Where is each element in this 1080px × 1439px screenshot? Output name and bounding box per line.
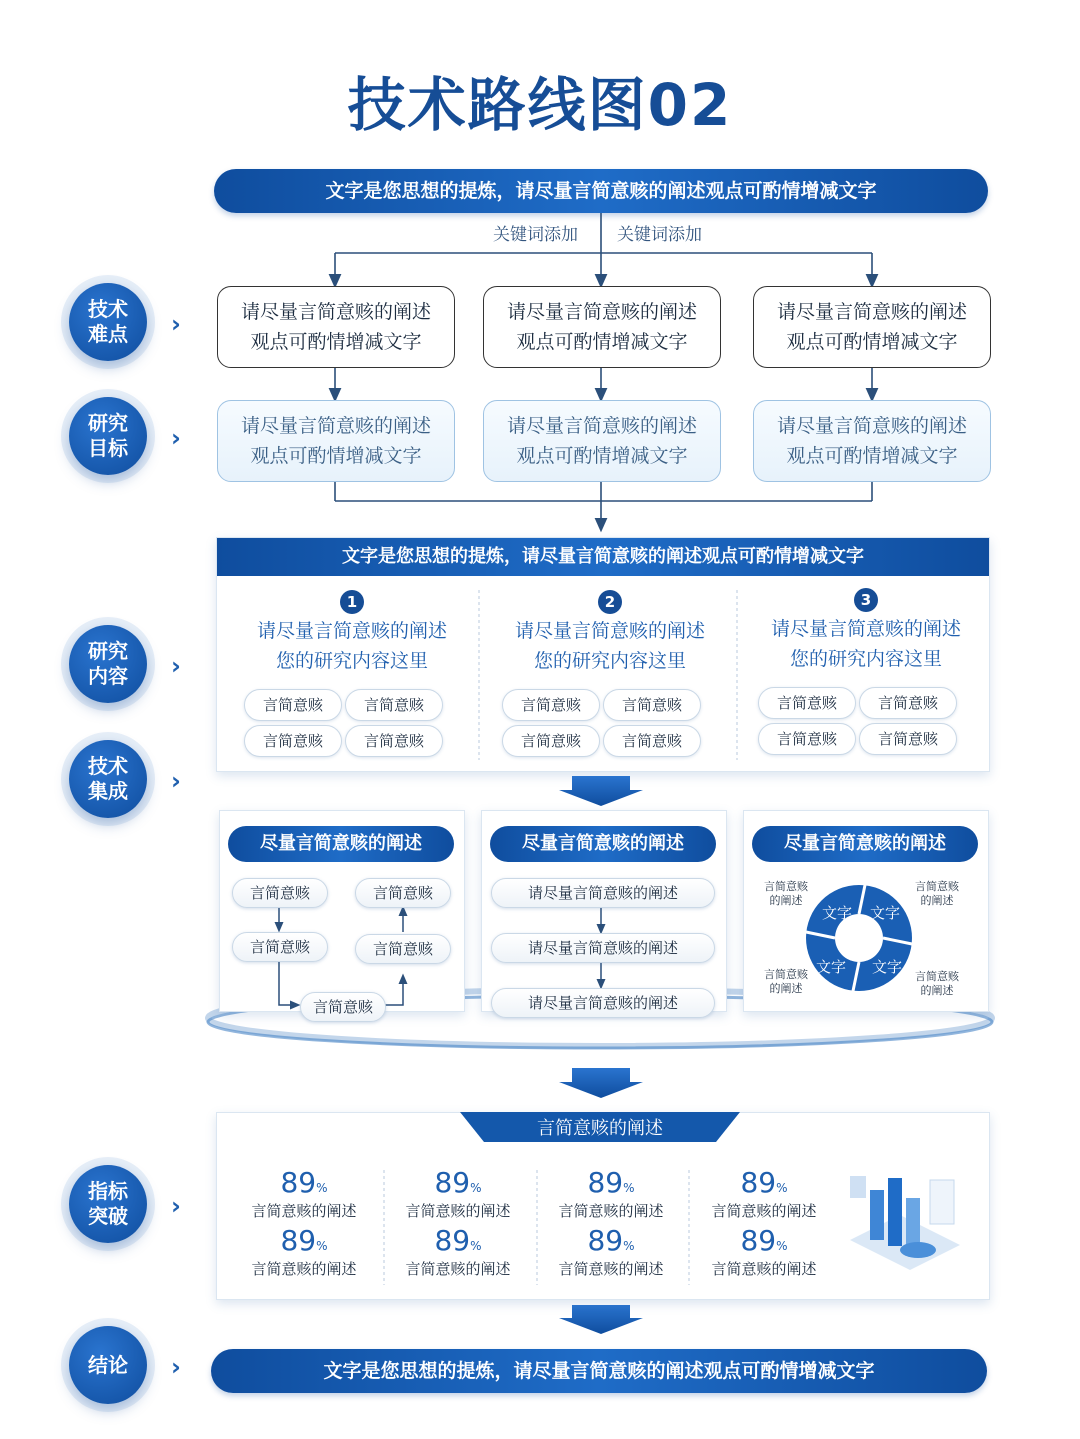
chart-illustration-icon xyxy=(850,1176,960,1270)
keyword-chip: 言简意赅 xyxy=(502,725,600,757)
keyword-label-right: 关键词添加 xyxy=(617,225,702,245)
col-line1: 请尽量言简意赅的阐述 xyxy=(770,618,961,640)
box-line2: 观点可酌情增减文字 xyxy=(250,331,422,353)
metric-value xyxy=(390,1168,526,1203)
chevron-right-icon: › xyxy=(171,767,181,795)
cycle-note: 言简意赅 的阐述 xyxy=(915,880,959,907)
number-badge: 3 xyxy=(854,588,878,612)
chevron-right-icon: › xyxy=(171,1353,181,1381)
metric-unit: % xyxy=(316,1239,328,1253)
metric-label: 言简意赅的阐述 xyxy=(558,1202,664,1220)
metric-label: 言简意赅的阐述 xyxy=(251,1260,357,1278)
metric-value xyxy=(390,1226,526,1261)
cycle-note: 言简意赅 的阐述 xyxy=(915,970,959,997)
top-banner: 文字是您思想的提炼，请尽量言简意赅的阐述观点可酌情增减文字 xyxy=(214,169,988,213)
box-line1: 请尽量言简意赅的阐述 xyxy=(240,415,431,437)
metric-unit: % xyxy=(623,1181,635,1195)
metric-value xyxy=(696,1168,832,1203)
metric-unit: % xyxy=(776,1239,788,1253)
box-line1: 请尽量言简意赅的阐述 xyxy=(240,301,431,323)
metrics-header: 言简意赅的阐述 xyxy=(537,1118,663,1139)
metric-label: 言简意赅的阐述 xyxy=(711,1260,817,1278)
keyword-chip: 言简意赅 xyxy=(502,689,600,721)
col-line2: 您的研究内容这里 xyxy=(275,650,428,672)
metric-number: 89 xyxy=(280,1166,317,1199)
flow-node: 言简意赅 xyxy=(355,934,451,964)
col-line1: 请尽量言简意赅的阐述 xyxy=(256,620,447,642)
page-title: 技术路线图02 xyxy=(347,71,733,139)
integration-head: 尽量言简意赅的阐述 xyxy=(228,826,454,862)
keyword-chip: 言简意赅 xyxy=(603,689,701,721)
badge-line1: 研究 xyxy=(88,639,128,663)
flow-node: 言简意赅 xyxy=(355,878,451,908)
metric-label: 言简意赅的阐述 xyxy=(558,1260,664,1278)
flow-node: 言简意赅 xyxy=(300,992,386,1022)
keyword-chip: 言简意赅 xyxy=(345,725,443,757)
badge-line1: 技术 xyxy=(88,754,128,778)
box-line2: 观点可酌情增减文字 xyxy=(516,331,688,353)
badge-line1: 技术 xyxy=(88,297,128,321)
metric-number: 89 xyxy=(434,1224,471,1257)
cycle-segment-label: 文字 xyxy=(816,958,847,976)
metric-unit: % xyxy=(316,1181,328,1195)
metric-value xyxy=(236,1226,372,1261)
metric-value xyxy=(236,1168,372,1203)
metric-label: 言简意赅的阐述 xyxy=(405,1202,511,1220)
chevron-right-icon: › xyxy=(171,310,181,338)
keyword-chip: 言简意赅 xyxy=(244,689,342,721)
metric-value xyxy=(543,1226,679,1261)
badge-line2: 集成 xyxy=(88,779,128,803)
cycle-segment-label: 文字 xyxy=(870,904,901,922)
metric-number: 89 xyxy=(587,1166,624,1199)
conclusion-banner: 文字是您思想的提炼，请尽量言简意赅的阐述观点可酌情增减文字 xyxy=(211,1349,987,1393)
keyword-chip: 言简意赅 xyxy=(603,725,701,757)
flow-node: 言简意赅 xyxy=(232,932,328,962)
box-line2: 观点可酌情增减文字 xyxy=(250,445,422,467)
flow-node: 请尽量言简意赅的阐述 xyxy=(491,988,715,1018)
keyword-chip: 言简意赅 xyxy=(758,687,856,719)
research-content-header: 文字是您思想的提炼，请尽量言简意赅的阐述观点可酌情增减文字 xyxy=(217,538,989,576)
box-line2: 观点可酌情增减文字 xyxy=(786,331,958,353)
metric-unit: % xyxy=(470,1181,482,1195)
cycle-note: 言简意赅 的阐述 xyxy=(764,968,808,995)
badge-line2: 难点 xyxy=(88,322,128,346)
metric-number: 89 xyxy=(280,1224,317,1257)
keyword-chip: 言简意赅 xyxy=(859,687,957,719)
badge-line2: 突破 xyxy=(88,1204,128,1228)
box-line1: 请尽量言简意赅的阐述 xyxy=(506,301,697,323)
badge-line2: 内容 xyxy=(88,664,128,688)
chevron-right-icon: › xyxy=(171,1192,181,1220)
metric-label: 言简意赅的阐述 xyxy=(251,1202,357,1220)
chevron-right-icon: › xyxy=(171,424,181,452)
keyword-chip: 言简意赅 xyxy=(859,723,957,755)
box-line2: 观点可酌情增减文字 xyxy=(516,445,688,467)
keyword-label-left: 关键词添加 xyxy=(493,225,578,245)
metric-unit: % xyxy=(623,1239,635,1253)
badge-line1: 结论 xyxy=(88,1352,128,1377)
col-line1: 请尽量言简意赅的阐述 xyxy=(514,620,705,642)
badge-line1: 研究 xyxy=(88,411,128,435)
number-badge: 1 xyxy=(340,590,364,614)
box-line1: 请尽量言简意赅的阐述 xyxy=(506,415,697,437)
cycle-segment-label: 文字 xyxy=(872,958,903,976)
box-line1: 请尽量言简意赅的阐述 xyxy=(776,415,967,437)
metric-label: 言简意赅的阐述 xyxy=(711,1202,817,1220)
number-badge: 2 xyxy=(598,590,622,614)
integration-head: 尽量言简意赅的阐述 xyxy=(490,826,716,862)
flow-node: 言简意赅 xyxy=(232,878,328,908)
metric-number: 89 xyxy=(740,1224,777,1257)
integration-head: 尽量言简意赅的阐述 xyxy=(752,826,978,862)
metric-number: 89 xyxy=(434,1166,471,1199)
metric-unit: % xyxy=(776,1181,788,1195)
metric-number: 89 xyxy=(587,1224,624,1257)
metric-value xyxy=(543,1168,679,1203)
metric-unit: % xyxy=(470,1239,482,1253)
cycle-segment-label: 文字 xyxy=(822,904,853,922)
metric-value xyxy=(696,1226,832,1261)
chevron-right-icon: › xyxy=(171,652,181,680)
keyword-chip: 言简意赅 xyxy=(244,725,342,757)
metric-label: 言简意赅的阐述 xyxy=(405,1260,511,1278)
box-line1: 请尽量言简意赅的阐述 xyxy=(776,301,967,323)
keyword-chip: 言简意赅 xyxy=(345,689,443,721)
badge-line2: 目标 xyxy=(88,436,128,460)
col-line2: 您的研究内容这里 xyxy=(789,648,942,670)
flow-node: 请尽量言简意赅的阐述 xyxy=(491,878,715,908)
box-line2: 观点可酌情增减文字 xyxy=(786,445,958,467)
flow-node: 请尽量言简意赅的阐述 xyxy=(491,933,715,963)
col-line2: 您的研究内容这里 xyxy=(533,650,686,672)
cycle-note: 言简意赅 的阐述 xyxy=(764,880,808,907)
keyword-chip: 言简意赅 xyxy=(758,723,856,755)
metric-number: 89 xyxy=(740,1166,777,1199)
badge-line1: 指标 xyxy=(88,1179,128,1203)
